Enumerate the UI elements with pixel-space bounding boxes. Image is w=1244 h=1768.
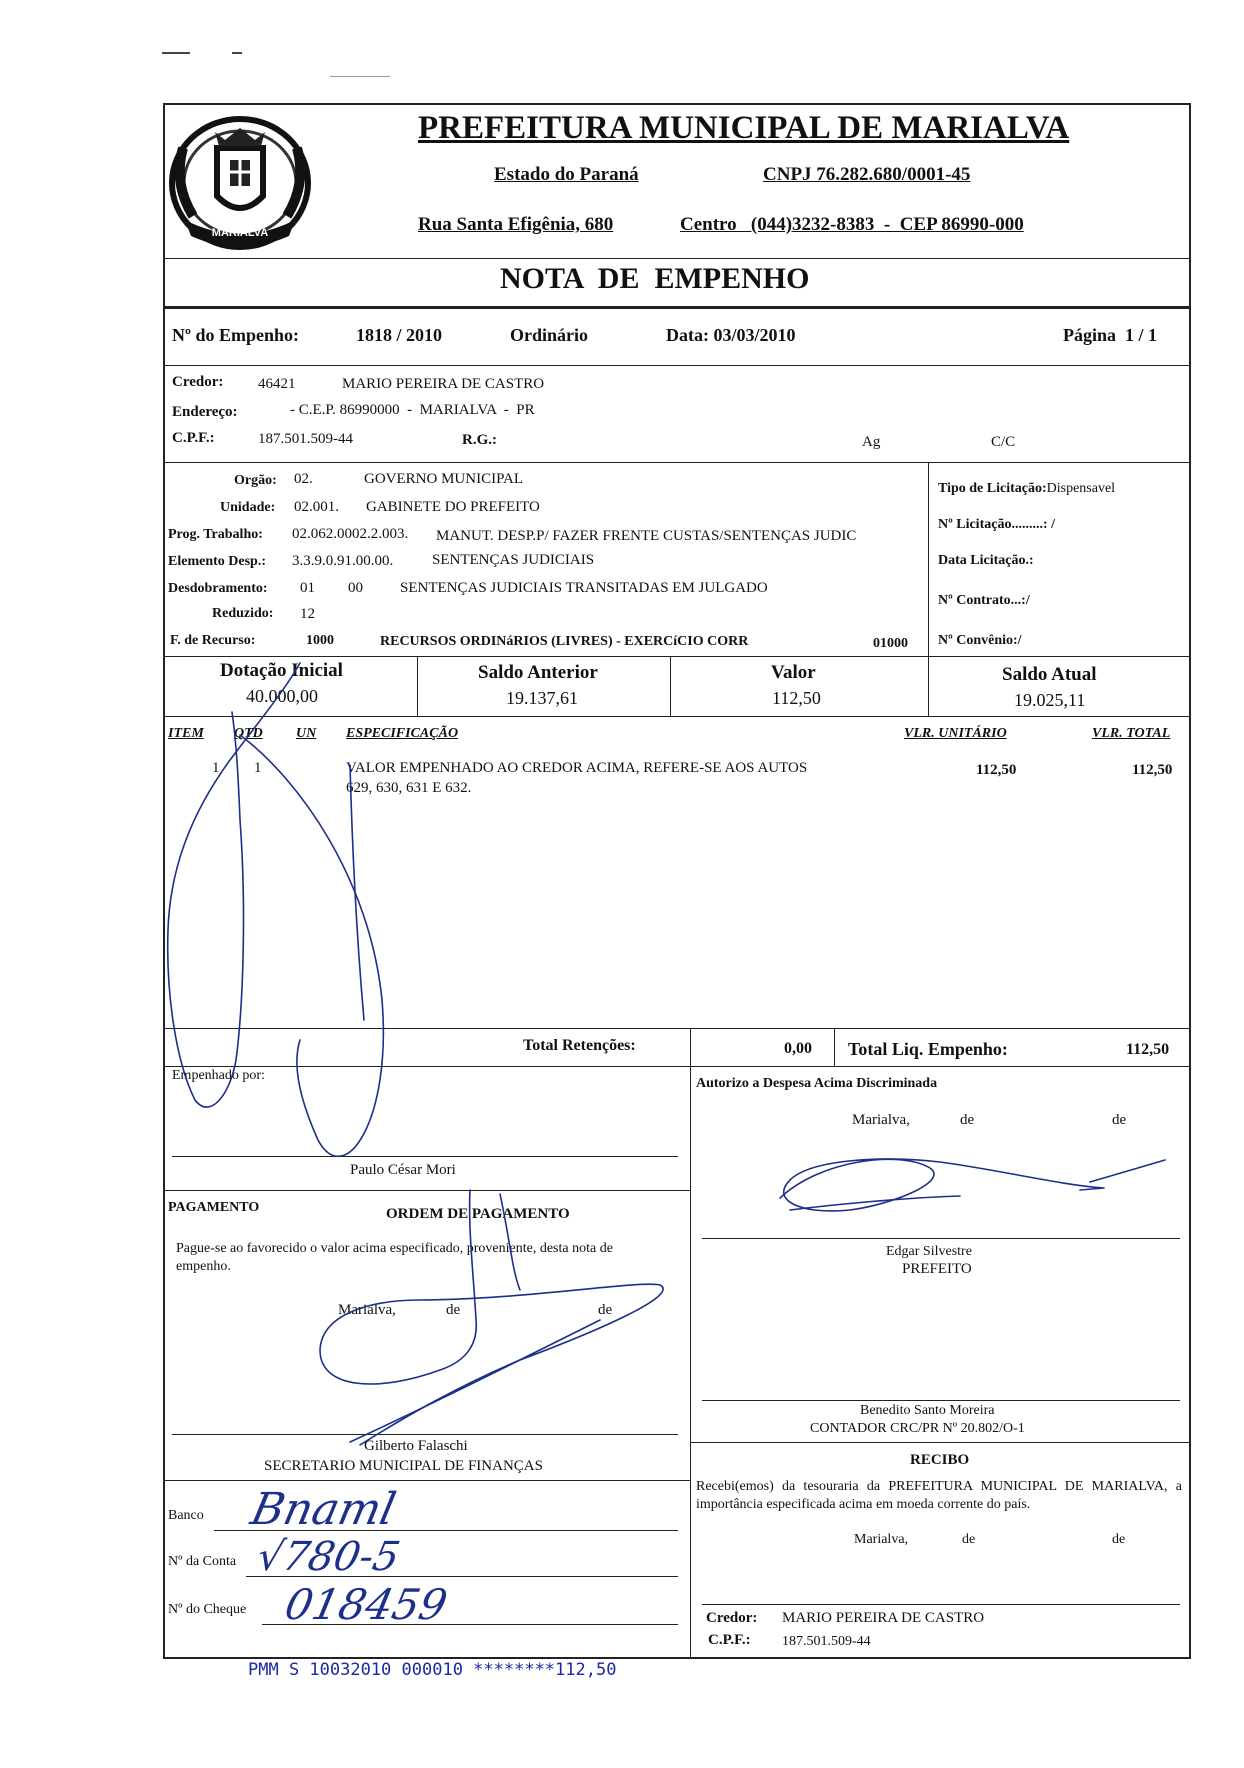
recibo-label: RECIBO bbox=[910, 1452, 970, 1468]
empenhado-label: Empenhado por: bbox=[172, 1068, 265, 1083]
empenho-number: 1818 / 2010 bbox=[356, 325, 443, 345]
prefeito-role: PREFEITO bbox=[902, 1261, 972, 1277]
seal-text: MARIALVA bbox=[211, 227, 269, 239]
numero-contrato: Nº Contrato...:/ bbox=[938, 593, 1030, 608]
conta-label: Nº da Conta bbox=[168, 1554, 237, 1569]
signature-line bbox=[702, 1400, 1180, 1401]
item-spec-line1: VALOR EMPENHADO AO CREDOR ACIMA, REFERE-SE AOS AUTOS bbox=[346, 760, 808, 776]
divider bbox=[163, 1028, 1191, 1029]
footer-stamp: PMM S 10032010 000010 ********112,50 bbox=[248, 1660, 617, 1680]
column-divider bbox=[690, 1028, 691, 1066]
recurso-code: 1000 bbox=[306, 633, 334, 648]
saldo-anterior-value: 19.137,61 bbox=[506, 688, 578, 708]
desdobramento-code2: 00 bbox=[348, 580, 363, 596]
pagamento-label: PAGAMENTO bbox=[168, 1200, 260, 1215]
prog-trabalho-name: MANUT. DESP.P/ FAZER FRENTE CUSTAS/SENTENÇAS JUDIC bbox=[436, 528, 857, 544]
divider bbox=[163, 365, 1191, 366]
signature-line bbox=[702, 1238, 1180, 1239]
cnpj-label: CNPJ 76.282.680/0001-45 bbox=[763, 164, 971, 185]
address-label: Rua Santa Efigênia, 680 bbox=[418, 214, 614, 235]
conta-handwritten: √780-5 bbox=[253, 1534, 404, 1580]
agency-label: Ag bbox=[862, 434, 881, 450]
column-divider bbox=[834, 1028, 835, 1066]
secretario-role: SECRETARIO MUNICIPAL DE FINANÇAS bbox=[264, 1458, 543, 1474]
recurso-name: RECURSOS ORDINáRIOS (LIVRES) - EXERCíCIO CORR bbox=[380, 634, 749, 649]
credor-label: Credor: bbox=[172, 374, 224, 390]
cheque-label: Nº do Cheque bbox=[168, 1602, 247, 1617]
recibo-credor-label: Credor: bbox=[706, 1610, 758, 1626]
valor-value: 112,50 bbox=[772, 688, 821, 708]
saldo-atual-label: Saldo Atual bbox=[1002, 664, 1097, 685]
recibo-cpf-label: C.P.F.: bbox=[708, 1632, 751, 1648]
unidade-label: Unidade: bbox=[220, 500, 276, 515]
numero-convenio: Nº Convênio:/ bbox=[938, 633, 1022, 648]
recibo-de2: de bbox=[1112, 1532, 1126, 1547]
cheque-handwritten: 018459 bbox=[280, 1580, 452, 1629]
column-divider bbox=[670, 656, 671, 716]
item-unit-price: 112,50 bbox=[976, 762, 1017, 778]
endereco-value: - C.E.P. 86990000 - MARIALVA - PR bbox=[290, 402, 535, 418]
recibo-place: Marialva, bbox=[854, 1532, 909, 1547]
signature-line bbox=[172, 1156, 678, 1157]
contador-role: CONTADOR CRC/PR Nº 20.802/O-1 bbox=[810, 1421, 1025, 1436]
column-divider bbox=[928, 656, 929, 716]
divider bbox=[163, 258, 1191, 259]
prog-trabalho-label: Prog. Trabalho: bbox=[168, 527, 263, 542]
saldo-atual-value: 19.025,11 bbox=[1014, 690, 1086, 710]
signature-line bbox=[702, 1604, 1180, 1605]
credor-code: 46421 bbox=[258, 376, 296, 392]
empenho-type: Ordinário bbox=[510, 325, 589, 345]
cpf-value: 187.501.509-44 bbox=[258, 431, 353, 447]
scan-speck bbox=[232, 52, 242, 54]
valor-label: Valor bbox=[771, 662, 816, 683]
elemento-code: 3.3.9.0.91.00.00. bbox=[292, 553, 394, 569]
item-qty: 1 bbox=[254, 760, 262, 776]
scan-speck bbox=[330, 76, 390, 77]
retencoes-label: Total Retenções: bbox=[523, 1037, 636, 1054]
column-divider bbox=[417, 656, 418, 716]
column-divider bbox=[928, 462, 929, 656]
credor-name: MARIO PEREIRA DE CASTRO bbox=[342, 376, 545, 392]
banco-label: Banco bbox=[168, 1508, 204, 1523]
unidade-name: GABINETE DO PREFEITO bbox=[366, 499, 540, 515]
banco-handwritten: Bnaml bbox=[246, 1484, 401, 1535]
state-label: Estado do Paraná bbox=[494, 164, 639, 185]
endereco-label: Endereço: bbox=[172, 404, 238, 420]
secretario-name: Gilberto Falaschi bbox=[364, 1438, 468, 1454]
unidade-code: 02.001. bbox=[294, 499, 339, 515]
pagamento-de2: de bbox=[598, 1302, 613, 1318]
elemento-name: SENTENÇAS JUDICIAIS bbox=[432, 552, 595, 568]
tipo-licitacao-caption: Tipo de Licitação: bbox=[938, 481, 1047, 496]
empenho-number-label: Nº do Empenho: bbox=[172, 325, 299, 345]
ordem-pagamento-label: ORDEM DE PAGAMENTO bbox=[386, 1206, 570, 1222]
tipo-licitacao-value: Dispensavel bbox=[1046, 481, 1116, 496]
orgao-name: GOVERNO MUNICIPAL bbox=[364, 471, 524, 487]
desdobramento-name: SENTENÇAS JUDICIAIS TRANSITADAS EM JULGADO bbox=[400, 580, 768, 596]
page-number: Página 1 / 1 bbox=[1063, 325, 1158, 345]
col-vlr-total: VLR. TOTAL bbox=[1092, 726, 1171, 741]
item-total: 112,50 bbox=[1132, 762, 1173, 778]
recibo-cpf-value: 187.501.509-44 bbox=[782, 1634, 871, 1649]
pagamento-text: Pague-se ao favorecido o valor acima especificado, proveniente, desta nota de empenho. bbox=[176, 1241, 613, 1274]
divider bbox=[163, 1066, 1191, 1067]
empenhado-signer: Paulo César Mori bbox=[350, 1162, 456, 1178]
contador-name: Benedito Santo Moreira bbox=[860, 1403, 995, 1418]
liquido-label: Total Liq. Empenho: bbox=[848, 1039, 1008, 1059]
account-label: C/C bbox=[991, 434, 1016, 450]
recibo-de1: de bbox=[962, 1532, 976, 1547]
document-title: NOTA DE EMPENHO bbox=[500, 262, 810, 295]
col-especificacao: ESPECIFICAÇÃO bbox=[346, 726, 459, 741]
divider bbox=[163, 462, 1191, 463]
autorizo-de2: de bbox=[1112, 1112, 1127, 1128]
divider bbox=[163, 716, 1191, 717]
empenho-date: Data: 03/03/2010 bbox=[666, 325, 796, 345]
col-vlr-unitario: VLR. UNITÁRIO bbox=[904, 726, 1007, 741]
city-hall-title: PREFEITURA MUNICIPAL DE MARIALVA bbox=[418, 110, 1070, 146]
desdobramento-label: Desdobramento: bbox=[168, 581, 268, 596]
pagamento-de1: de bbox=[446, 1302, 461, 1318]
orgao-code: 02. bbox=[294, 471, 313, 487]
col-item: ITEM bbox=[168, 726, 204, 741]
prog-trabalho-code: 02.062.0002.2.003. bbox=[292, 526, 409, 542]
elemento-label: Elemento Desp.: bbox=[168, 554, 266, 569]
divider bbox=[163, 656, 1191, 657]
dotacao-label: Dotação Inicial bbox=[220, 660, 343, 681]
col-un: UN bbox=[296, 726, 317, 741]
saldo-anterior-label: Saldo Anterior bbox=[478, 662, 598, 683]
cpf-label: C.P.F.: bbox=[172, 430, 215, 446]
pagamento-place: Marialva, bbox=[338, 1302, 396, 1318]
col-qtd: QTD bbox=[234, 726, 263, 741]
orgao-label: Orgão: bbox=[234, 473, 277, 488]
divider bbox=[690, 1442, 1191, 1443]
recurso-label: F. de Recurso: bbox=[170, 633, 256, 648]
scan-speck bbox=[162, 52, 190, 54]
rg-label: R.G.: bbox=[462, 432, 497, 448]
column-divider bbox=[690, 1066, 691, 1659]
prefeito-name: Edgar Silvestre bbox=[886, 1244, 972, 1259]
liquido-value: 112,50 bbox=[1126, 1041, 1170, 1058]
desdobramento-code1: 01 bbox=[300, 580, 315, 596]
tipo-licitacao-label bbox=[938, 481, 1115, 497]
item-number: 1 bbox=[212, 760, 220, 776]
municipal-seal-icon bbox=[165, 108, 315, 258]
phone-cep-label: Centro (044)3232-8383 - CEP 86990-000 bbox=[680, 214, 1024, 235]
item-spec-line2: 629, 630, 631 E 632. bbox=[346, 780, 472, 796]
reduzido-label: Reduzido: bbox=[212, 606, 274, 621]
autorizo-label: Autorizo a Despesa Acima Discriminada bbox=[696, 1076, 938, 1091]
dotacao-value: 40.000,00 bbox=[246, 686, 318, 706]
divider bbox=[163, 1480, 691, 1481]
reduzido-value: 12 bbox=[300, 606, 315, 622]
signature-line bbox=[172, 1434, 678, 1435]
recibo-text: Recebi(emos) da tesouraria da PREFEITURA MUNICIPAL DE MARIALVA, a importância especificada acima em moeda corrente do país. bbox=[696, 1479, 1182, 1512]
autorizo-de1: de bbox=[960, 1112, 975, 1128]
retencoes-value: 0,00 bbox=[784, 1040, 812, 1057]
numero-licitacao: Nº Licitação.........: / bbox=[938, 517, 1055, 532]
autorizo-place: Marialva, bbox=[852, 1112, 910, 1128]
recibo-credor-name: MARIO PEREIRA DE CASTRO bbox=[782, 1610, 985, 1626]
divider bbox=[163, 306, 1191, 309]
recurso-extra: 01000 bbox=[873, 636, 908, 651]
data-licitacao: Data Licitação.: bbox=[938, 553, 1034, 568]
divider bbox=[163, 1190, 691, 1191]
